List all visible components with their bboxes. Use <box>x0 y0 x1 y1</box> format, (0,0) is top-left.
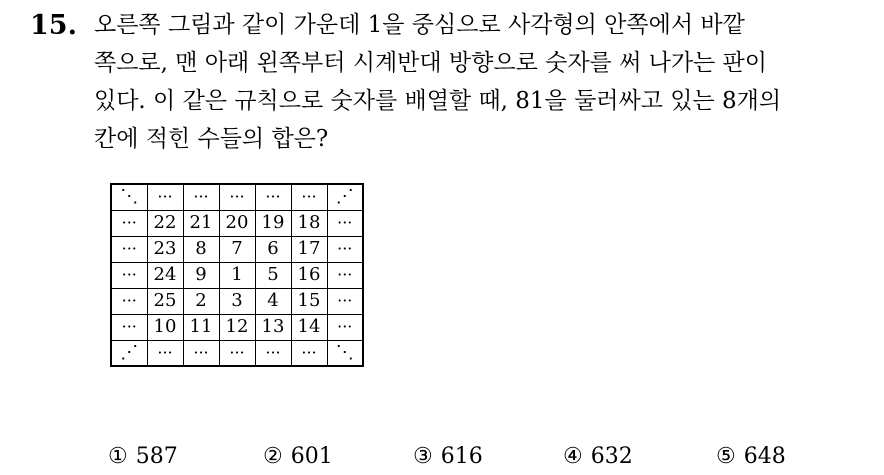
choice-value: 616 <box>440 444 483 469</box>
grid-cell: ··· <box>327 210 363 236</box>
grid-cell: 17 <box>291 236 327 262</box>
grid-cell: ··· <box>327 288 363 314</box>
grid-row <box>111 340 363 366</box>
grid-cell: 14 <box>291 314 327 340</box>
grid-cell: ⋱ <box>111 184 147 210</box>
grid-row <box>111 262 363 288</box>
choice-value: 648 <box>743 444 786 469</box>
question-line: 칸에 적힌 수들의 합은? <box>94 126 329 152</box>
question-text <box>94 6 874 158</box>
grid-row <box>111 236 363 262</box>
choice-1[interactable] <box>108 442 178 472</box>
grid-cell: ··· <box>255 340 291 366</box>
grid-cell: ··· <box>111 262 147 288</box>
choice-4[interactable] <box>563 442 633 472</box>
grid-cell: ··· <box>183 340 219 366</box>
grid-cell: ··· <box>255 184 291 210</box>
grid-row <box>111 288 363 314</box>
choice-mark: ④ <box>563 444 583 469</box>
grid-cell: 3 <box>219 288 255 314</box>
grid-cell: 9 <box>183 262 219 288</box>
grid-cell: ⋰ <box>111 340 147 366</box>
grid-cell: ··· <box>111 210 147 236</box>
question-line: 쪽으로, 맨 아래 왼쪽부터 시계반대 방향으로 숫자를 써 나가는 판이 <box>94 50 767 76</box>
choice-5[interactable] <box>716 442 786 472</box>
grid-cell: 5 <box>255 262 291 288</box>
grid-cell: 25 <box>147 288 183 314</box>
question-line: 오른쪽 그림과 같이 가운데 1을 중심으로 사각형의 안쪽에서 바깥 <box>94 12 745 38</box>
grid-row <box>111 184 363 210</box>
question-number: 15. <box>30 10 77 41</box>
grid-cell: ··· <box>219 184 255 210</box>
grid-cell: 10 <box>147 314 183 340</box>
grid-cell: 4 <box>255 288 291 314</box>
grid-cell: 19 <box>255 210 291 236</box>
grid-row <box>111 314 363 340</box>
choice-mark: ⑤ <box>716 444 736 469</box>
grid-cell: 20 <box>219 210 255 236</box>
choice-value: 587 <box>135 444 178 469</box>
grid-cell: 11 <box>183 314 219 340</box>
grid-cell: 2 <box>183 288 219 314</box>
grid-cell: 8 <box>183 236 219 262</box>
grid-row <box>111 210 363 236</box>
grid-cell: ··· <box>291 184 327 210</box>
grid-cell: 12 <box>219 314 255 340</box>
choice-mark: ③ <box>413 444 433 469</box>
grid-cell: ··· <box>183 184 219 210</box>
choice-mark: ② <box>263 444 283 469</box>
grid-cell: 21 <box>183 210 219 236</box>
grid-cell: 22 <box>147 210 183 236</box>
question-line: 있다. 이 같은 규칙으로 숫자를 배열할 때, 81을 둘러싸고 있는 8개의 <box>94 88 782 114</box>
number-spiral-grid <box>110 183 364 367</box>
grid-cell: 23 <box>147 236 183 262</box>
grid-cell: 24 <box>147 262 183 288</box>
grid-cell: 13 <box>255 314 291 340</box>
choice-value: 601 <box>290 444 333 469</box>
grid-cell: ··· <box>291 340 327 366</box>
choice-mark: ① <box>108 444 128 469</box>
grid-cell: 18 <box>291 210 327 236</box>
grid-cell: ··· <box>147 184 183 210</box>
grid-cell: 15 <box>291 288 327 314</box>
grid-cell: 1 <box>219 262 255 288</box>
grid-cell: ··· <box>111 314 147 340</box>
grid-cell: ··· <box>219 340 255 366</box>
grid-cell: ··· <box>111 288 147 314</box>
grid-cell: ··· <box>111 236 147 262</box>
grid-cell: 7 <box>219 236 255 262</box>
choice-3[interactable] <box>413 442 483 472</box>
grid-cell: ··· <box>327 262 363 288</box>
choice-value: 632 <box>590 444 633 469</box>
grid-cell: 16 <box>291 262 327 288</box>
grid-cell: ··· <box>327 314 363 340</box>
grid-cell: ⋰ <box>327 184 363 210</box>
grid-cell: ··· <box>147 340 183 366</box>
grid-cell: 6 <box>255 236 291 262</box>
grid-cell: ⋱ <box>327 340 363 366</box>
grid-cell: ··· <box>327 236 363 262</box>
choice-2[interactable] <box>263 442 333 472</box>
